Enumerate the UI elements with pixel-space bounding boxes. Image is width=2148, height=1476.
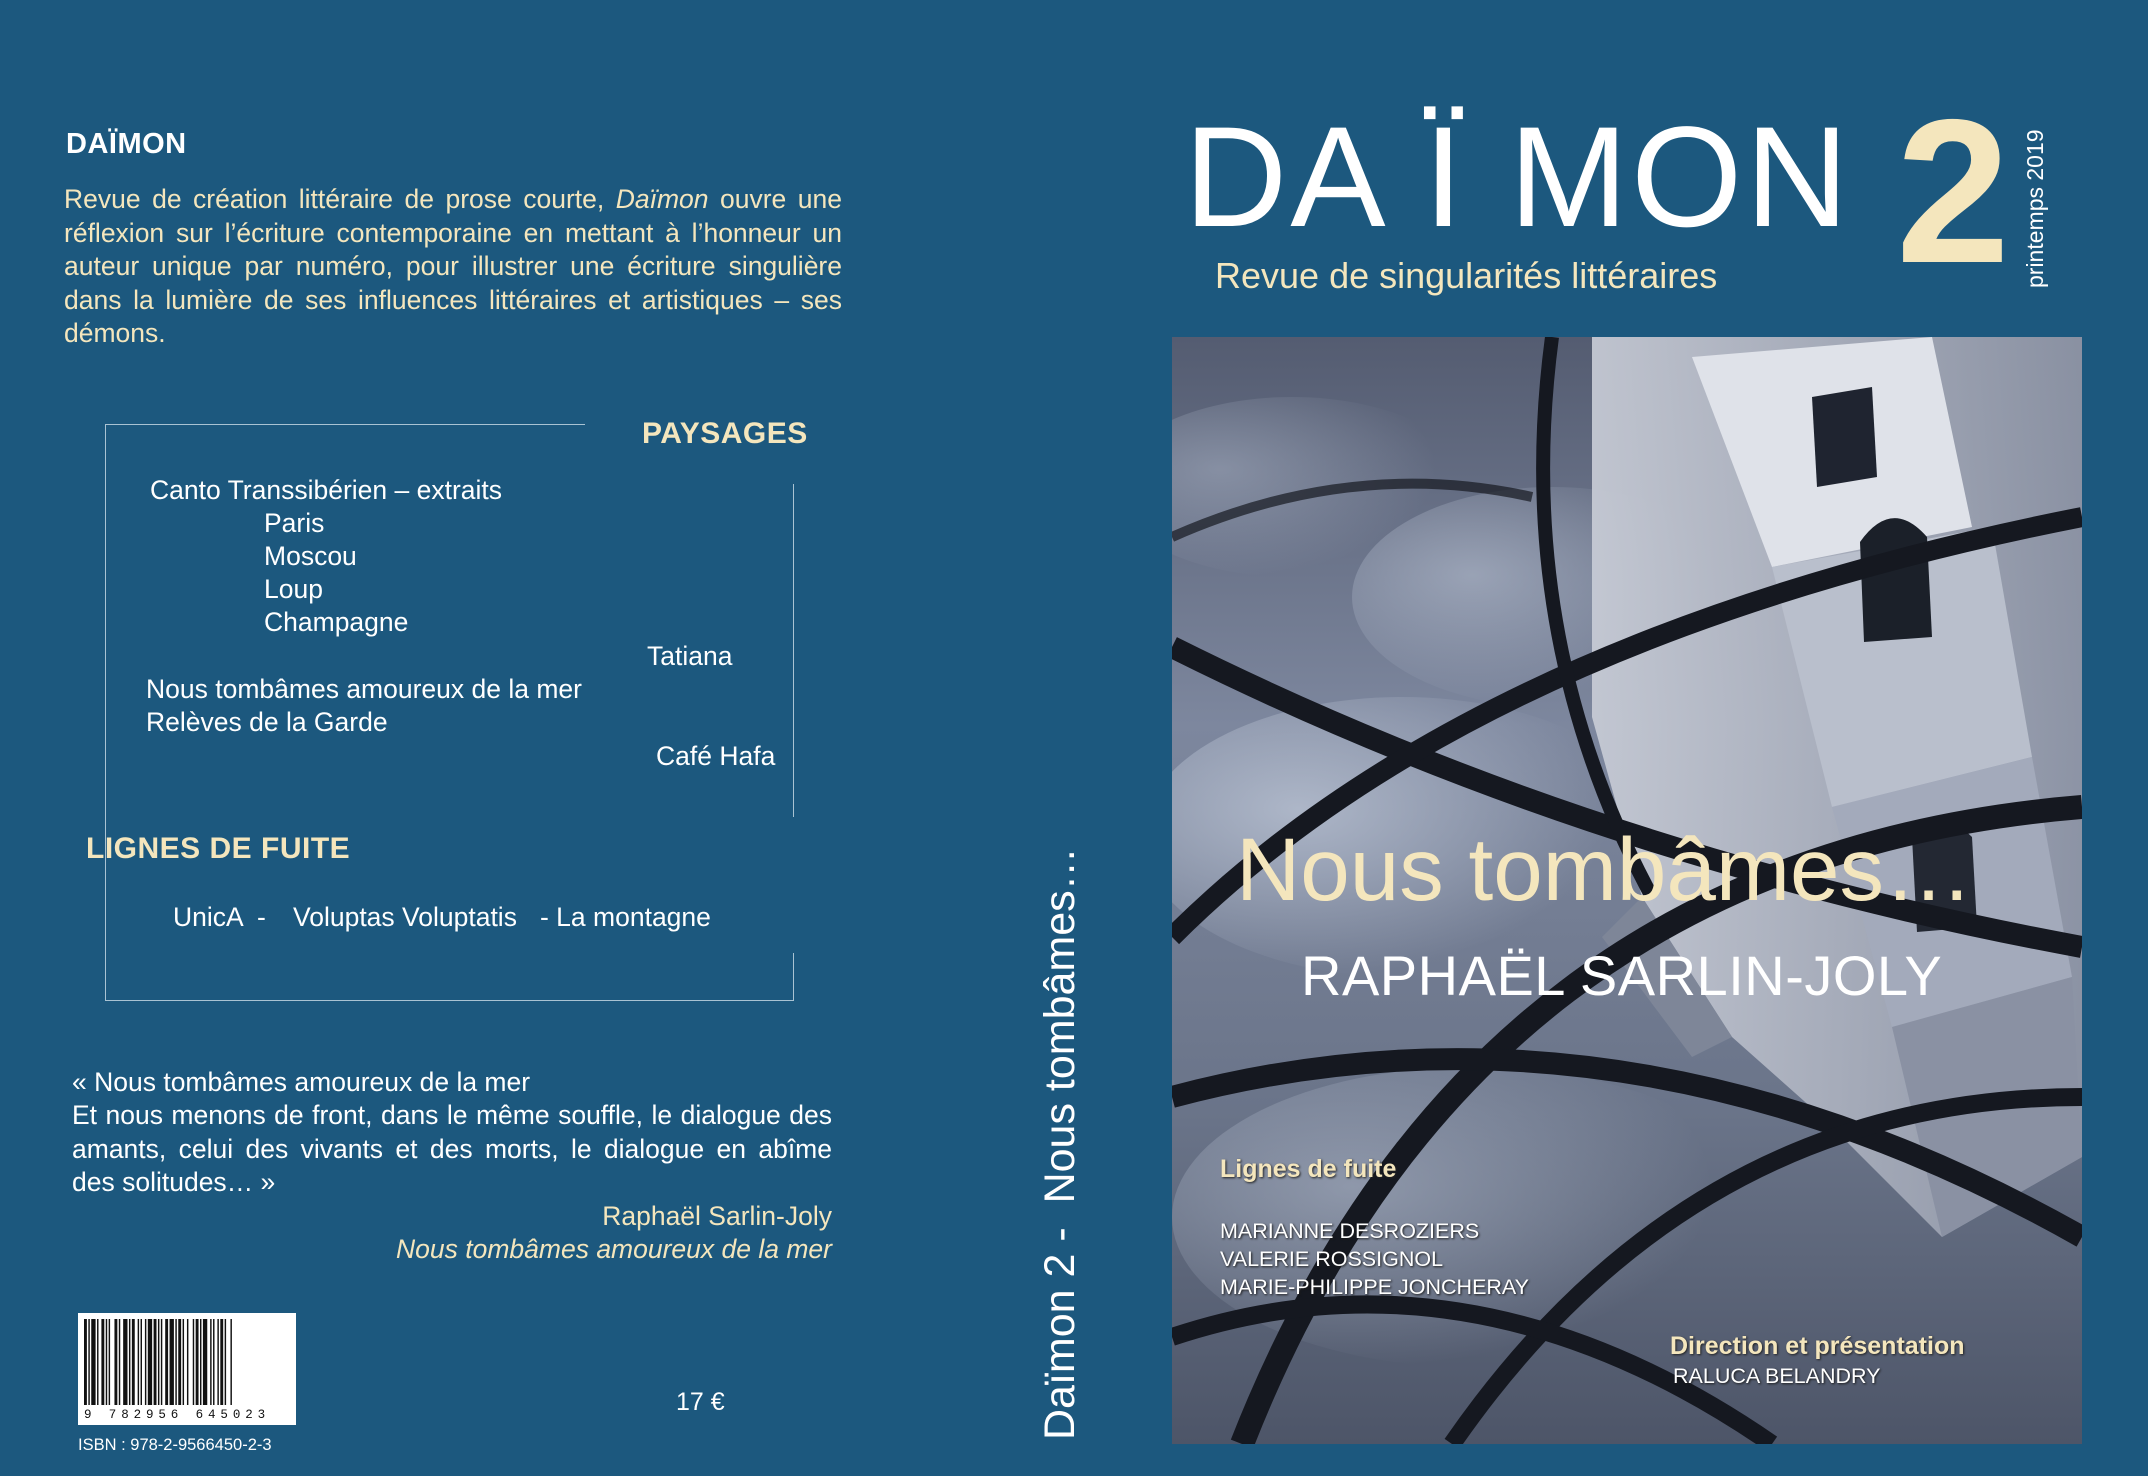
contents-frame-top-line [105,424,585,425]
paysages-item: Café Hafa [656,741,776,771]
cover-contributor: MARIE-PHILIPPE JONCHERAY [1220,1275,1530,1299]
spine-title: Daïmon 2 - Nous tombâmes… [1036,847,1084,1440]
quote-signature [300,1200,832,1267]
paysages-item: Loup [264,574,323,604]
barcode-bar [132,1319,135,1405]
issue-number: 2 [1896,77,2011,306]
barcode-bar [217,1319,218,1405]
barcode-bar [101,1319,104,1405]
barcode-bar [114,1319,117,1405]
barcode-bar [109,1319,110,1405]
barcode-bars [84,1319,290,1407]
barcode-bar [145,1319,146,1405]
barcode-bar [129,1319,130,1405]
cover-lignes-de-fuite-label: Lignes de fuite [1220,1155,1397,1183]
quote-first-line: « Nous tombâmes amoureux de la mer [72,1067,531,1097]
barcode-bar [225,1319,226,1405]
barcode-bar [230,1319,231,1405]
intro-text-start: Revue de création littéraire de prose courte, [64,184,616,214]
lignes-de-fuite-item: - La montagne [540,902,711,932]
barcode-bar [119,1319,120,1405]
barcode-bar [213,1319,214,1405]
barcode-bar [141,1319,142,1405]
contents-frame-right-line-lower [793,953,794,1001]
lignes-de-fuite-item: UnicA - [173,902,266,932]
barcode-bar [196,1319,199,1405]
cover-contributor: VALERIE ROSSIGNOL [1220,1247,1444,1271]
barcode-bar [193,1319,194,1405]
back-cover-intro [64,183,842,351]
cover-direction-name: RALUCA BELANDRY [1673,1364,1881,1388]
barcode-bar [203,1319,207,1405]
cover-direction-label: Direction et présentation [1670,1332,1965,1360]
barcode-bar [148,1319,152,1405]
barcode-bar [91,1319,95,1405]
journal-title: DA Ï MON [1184,98,1852,257]
paysages-item: Relèves de la Garde [146,707,388,737]
barcode-bar [175,1319,176,1405]
barcode-digits: 9 782956 645023 [84,1408,271,1422]
barcode [78,1313,296,1425]
barcode-bar [138,1319,139,1405]
barcode-bar [200,1319,201,1405]
issue-season: printemps 2019 [2022,129,2048,288]
barcode-bar [106,1319,107,1405]
paysages-item: Tatiana [647,641,733,671]
barcode-bar [161,1319,162,1405]
contents-frame-right-line [793,484,794,817]
journal-subtitle: Revue de singularités littéraires [1215,255,1718,296]
barcode-bar [178,1319,181,1405]
barcode-bar [88,1319,89,1405]
quote-body: Et nous menons de front, dans le même souffle, le dialogue des amants, celui des vivants et des morts, le dialogue en abîme des solitudes… » [72,1100,832,1198]
paysages-item: Paris [264,508,325,538]
barcode-bar [210,1319,211,1405]
barcode-bar [97,1319,98,1405]
barcode-bar [220,1319,223,1405]
back-cover-title: DAÏMON [66,128,187,160]
paysages-item: Moscou [264,541,357,571]
quote-work-title: Nous tombâmes amoureux de la mer [396,1234,832,1265]
barcode-bar [123,1319,127,1405]
intro-text-end: ouvre une réflexion sur l’écriture contemporaine en mettant à l’honneur un auteur unique par numéro, pour illustrer une écriture singulière dans la lumière de ses influences littéraires et artistiques – ses démons. [64,184,842,348]
cover-headline: Nous tombâmes… [1236,819,1973,919]
intro-text-emphasis: Daïmon [615,184,709,214]
barcode-bar [84,1319,87,1405]
barcode-bar [154,1319,157,1405]
lignes-de-fuite-item: Voluptas Voluptatis [293,902,517,932]
paysages-heading: PAYSAGES [642,417,808,450]
isbn-label: ISBN : 978-2-9566450-2-3 [78,1436,272,1454]
lignes-de-fuite-heading: LIGNES DE FUITE [86,832,351,865]
cover-contributor: MARIANNE DESROZIERS [1220,1219,1480,1243]
barcode-bar [158,1319,159,1405]
barcode-bar [187,1319,188,1405]
paysages-item: Nous tombâmes amoureux de la mer [146,674,582,704]
paysages-item: Champagne [264,607,409,637]
barcode-bar [170,1319,174,1405]
price-label: 17 € [676,1388,725,1416]
cover-author: RAPHAËL SARLIN-JOLY [1301,944,1943,1007]
barcode-bar [183,1319,184,1405]
paysages-item: Canto Transsibérien – extraits [150,475,503,505]
quote-author: Raphaël Sarlin-Joly [602,1201,832,1231]
barcode-bar [165,1319,168,1405]
back-cover-quote [72,1066,832,1200]
